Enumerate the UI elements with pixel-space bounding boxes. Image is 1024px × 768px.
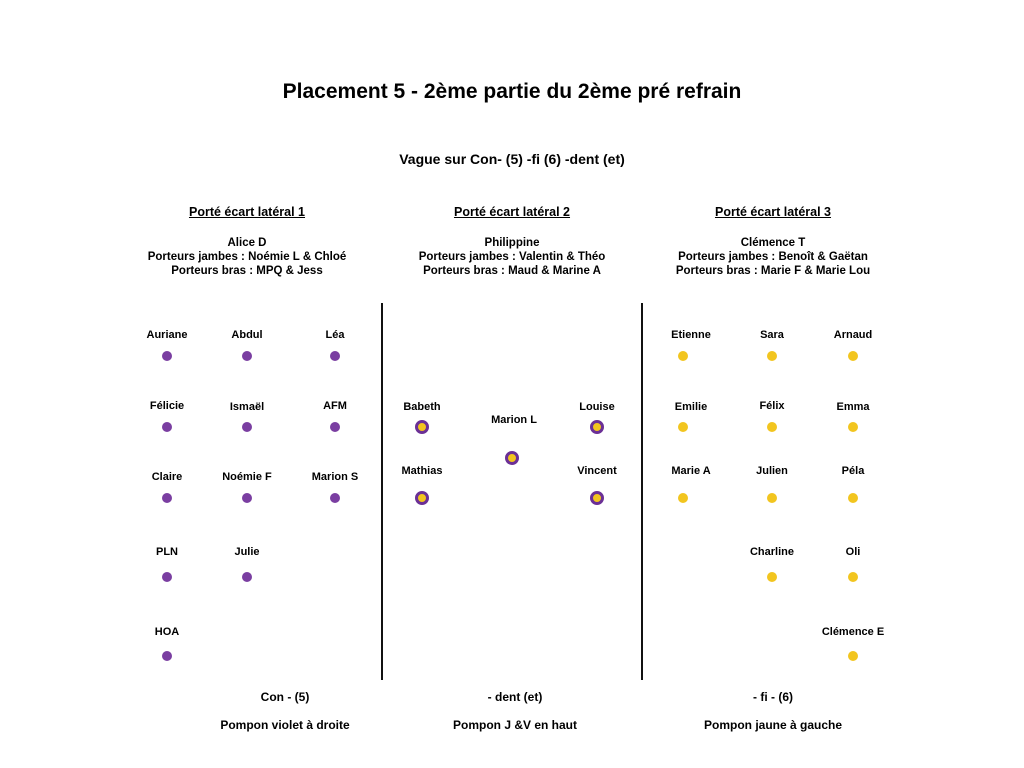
page-subtitle: Vague sur Con- (5) -fi (6) -dent (et)	[399, 151, 625, 167]
dual-pompon-dot	[505, 451, 519, 465]
section-3-title: Porté écart latéral 3	[714, 205, 832, 219]
section-1-arms: Porteurs bras : MPQ & Jess	[171, 265, 323, 277]
section-2-title: Porté écart latéral 2	[453, 205, 571, 219]
dancer-label: Abdul	[231, 329, 263, 341]
section-1-title: Porté écart latéral 1	[188, 205, 306, 219]
section-3-count: - fi - (6)	[753, 690, 793, 704]
violet-pompon-dot	[242, 422, 252, 432]
yellow-pompon-dot	[678, 493, 688, 503]
dual-pompon-dot	[590, 420, 604, 434]
dancer-label: PLN	[156, 546, 178, 558]
yellow-pompon-dot	[678, 422, 688, 432]
dancer-label: Julien	[756, 465, 788, 477]
dancer-label: Etienne	[671, 329, 711, 341]
dancer-label: Auriane	[146, 329, 188, 341]
dancer-label: Marion S	[311, 471, 359, 483]
dancer-label: Emilie	[674, 401, 708, 413]
yellow-pompon-dot	[767, 422, 777, 432]
dual-pompon-dot	[415, 491, 429, 505]
dancer-label: Louise	[579, 401, 615, 413]
dancer-label: Oli	[845, 546, 861, 558]
dual-pompon-dot	[415, 420, 429, 434]
dancer-label: Charline	[749, 546, 795, 558]
section-3-legs: Porteurs jambes : Benoît & Gaëtan	[678, 251, 868, 263]
yellow-pompon-dot	[767, 351, 777, 361]
dancer-label: Julie	[234, 546, 260, 558]
section-2-flyer: Philippine	[484, 237, 540, 249]
violet-pompon-dot	[162, 493, 172, 503]
dancer-label: Félicie	[149, 400, 185, 412]
section-2-count: - dent (et)	[487, 690, 543, 704]
section-1-action: Pompon violet à droite	[220, 718, 350, 732]
dancer-label: AFM	[323, 400, 347, 412]
dancer-label: Emma	[836, 401, 870, 413]
dancer-label: Vincent	[577, 465, 617, 477]
dancer-label: HOA	[154, 626, 180, 638]
violet-pompon-dot	[242, 493, 252, 503]
violet-pompon-dot	[162, 572, 172, 582]
dancer-label: Noémie F	[222, 471, 272, 483]
yellow-pompon-dot	[848, 351, 858, 361]
section-3-action: Pompon jaune à gauche	[703, 718, 843, 732]
dancer-label: Babeth	[403, 401, 441, 413]
violet-pompon-dot	[330, 493, 340, 503]
violet-pompon-dot	[162, 422, 172, 432]
dancer-label: Claire	[151, 471, 183, 483]
yellow-pompon-dot	[678, 351, 688, 361]
dancer-label: Arnaud	[833, 329, 873, 341]
violet-pompon-dot	[162, 651, 172, 661]
yellow-pompon-dot	[848, 493, 858, 503]
yellow-pompon-dot	[767, 572, 777, 582]
yellow-pompon-dot	[848, 422, 858, 432]
violet-pompon-dot	[242, 351, 252, 361]
divider-left	[381, 303, 383, 680]
yellow-pompon-dot	[848, 572, 858, 582]
dancer-label: Sara	[760, 329, 784, 341]
dancer-label: Péla	[841, 465, 865, 477]
section-2-action: Pompon J &V en haut	[452, 718, 578, 732]
section-3-flyer: Clémence T	[740, 237, 806, 249]
dancer-label: Mathias	[401, 465, 443, 477]
violet-pompon-dot	[330, 422, 340, 432]
violet-pompon-dot	[330, 351, 340, 361]
violet-pompon-dot	[162, 351, 172, 361]
section-2-arms: Porteurs bras : Maud & Marine A	[423, 265, 601, 277]
section-2-legs: Porteurs jambes : Valentin & Théo	[418, 251, 606, 263]
section-1-legs: Porteurs jambes : Noémie L & Chloé	[147, 251, 347, 263]
section-3-arms: Porteurs bras : Marie F & Marie Lou	[675, 265, 871, 277]
dancer-label: Félix	[759, 400, 785, 412]
dancer-label: Léa	[325, 329, 345, 341]
divider-right	[641, 303, 643, 680]
yellow-pompon-dot	[848, 651, 858, 661]
dancer-label: Ismaël	[229, 401, 265, 413]
violet-pompon-dot	[242, 572, 252, 582]
section-1-flyer: Alice D	[227, 237, 267, 249]
page-title: Placement 5 - 2ème partie du 2ème pré refrain	[282, 80, 742, 103]
dancer-label: Marie A	[671, 465, 711, 477]
dual-pompon-dot	[590, 491, 604, 505]
dancer-label: Marion L	[491, 414, 537, 426]
section-1-count: Con - (5)	[260, 690, 310, 704]
dancer-label: Clémence E	[821, 626, 885, 638]
yellow-pompon-dot	[767, 493, 777, 503]
